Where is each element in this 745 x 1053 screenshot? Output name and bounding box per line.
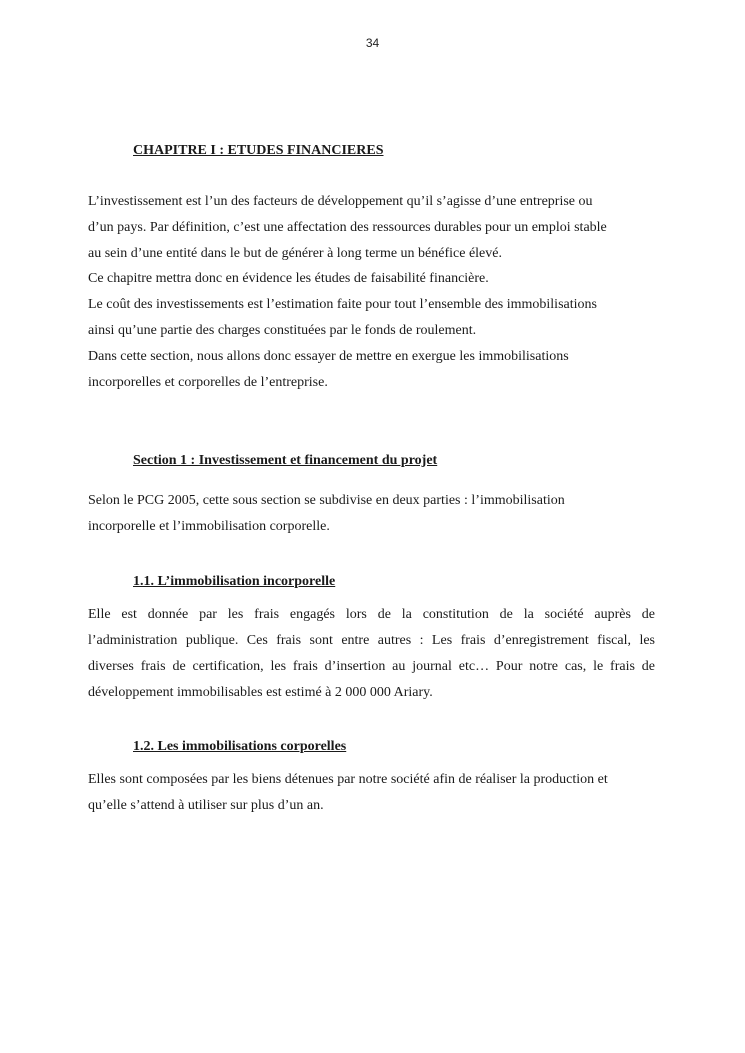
text-line: Selon le PCG 2005, cette sous section se subdivise en deux parties : l’immobilisation	[88, 493, 565, 508]
text-line: Dans cette section, nous allons donc essayer de mettre en exergue les immobilisations	[88, 349, 569, 364]
text-line: diverses frais de certification, les frais d’insertion au journal etc… Pour notre cas, le frais de	[88, 659, 655, 674]
text-line: incorporelles et corporelles de l’entreprise.	[88, 375, 328, 390]
subsection-1-1-title: 1.1. L’immobilisation incorporelle	[133, 574, 336, 589]
page-number: 34	[365, 36, 380, 50]
text-line: Ce chapitre mettra donc en évidence les études de faisabilité financière.	[88, 271, 489, 286]
text-line: ainsi qu’une partie des charges constituées par le fonds de roulement.	[88, 323, 477, 338]
text-line: Le coût des investissements est l’estimation faite pour tout l’ensemble des immobilisations	[88, 297, 597, 312]
text-line: développement immobilisables est estimé à 2 000 000 Ariary.	[88, 685, 433, 700]
text-line: qu’elle s’attend à utiliser sur plus d’un an.	[88, 798, 324, 813]
text-line: L’investissement est l’un des facteurs de développement qu’il s’agisse d’une entreprise ou	[88, 194, 593, 209]
text-line: d’un pays. Par définition, c’est une affectation des ressources durables pour un emploi stable	[88, 220, 607, 235]
chapter-title: CHAPITRE I : ETUDES FINANCIERES	[133, 143, 384, 158]
text-line: incorporelle et l’immobilisation corporelle.	[88, 519, 330, 534]
subsection-1-2-title: 1.2. Les immobilisations corporelles	[133, 739, 347, 754]
text-line: au sein d’une entité dans le but de générer à long terme un bénéfice élevé.	[88, 246, 502, 261]
text-line: Elles sont composées par les biens détenues par notre société afin de réaliser la production et	[88, 772, 608, 787]
text-line: Elle est donnée par les frais engagés lors de la constitution de la société auprès de	[88, 607, 655, 622]
text-line: l’administration publique. Ces frais sont entre autres : Les frais d’enregistrement fiscal, les	[88, 633, 655, 648]
section-1-title: Section 1 : Investissement et financement du projet	[133, 453, 438, 468]
